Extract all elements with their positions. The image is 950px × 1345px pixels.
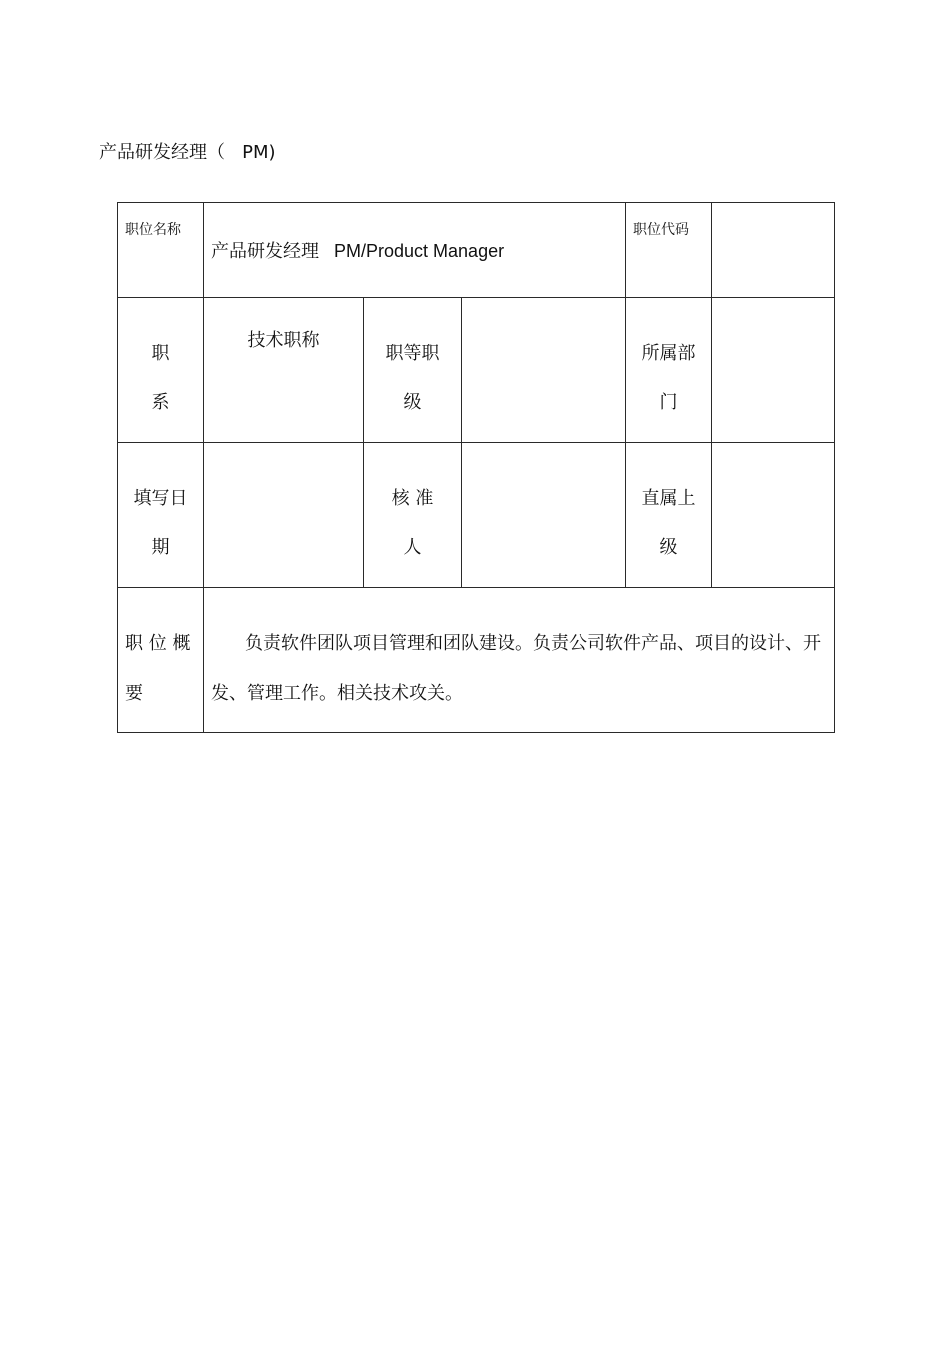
summary-label (118, 588, 203, 719)
job-grade-label (364, 298, 461, 427)
position-name-label: 职位名称 (125, 222, 181, 238)
department-label-cell (626, 298, 712, 443)
position-name-label-cell (118, 203, 204, 298)
supervisor-label-line2: 级 (659, 537, 678, 558)
job-family-label-line1: 职 (151, 343, 170, 364)
table-row-job-family (118, 298, 835, 443)
table-row-position (118, 203, 835, 298)
position-name-value: 产品研发经理 PM/Product Manager (211, 241, 505, 261)
supervisor-label-cell (626, 443, 712, 588)
fill-date-value-cell (204, 443, 364, 588)
approver-label (364, 443, 461, 572)
job-family-value: 技术职称 (247, 330, 320, 351)
job-grade-label-cell (364, 298, 462, 443)
position-name-value-cell (204, 203, 626, 298)
fill-date-label-cell (118, 443, 204, 588)
table-row-summary (118, 588, 835, 733)
department-label-line1: 所属部 (641, 343, 696, 364)
job-grade-value-cell (462, 298, 626, 443)
approver-label-line2: 人 (403, 537, 422, 558)
summary-text-cell (204, 588, 835, 733)
job-description-table (117, 202, 835, 733)
fill-date-label (118, 443, 203, 572)
job-family-label-cell (118, 298, 204, 443)
job-family-label-line2: 系 (151, 392, 170, 413)
supervisor-label (626, 443, 711, 572)
table-row-fill-date (118, 443, 835, 588)
summary-text: 负责软件团队项目管理和团队建设。负责公司软件产品、项目的设计、开发、管理工作。相关技术攻关。 (211, 633, 821, 704)
summary-label-line2: 要 (125, 683, 143, 704)
approver-value-cell (462, 443, 626, 588)
document-title: 产品研发经理（ PM) (99, 142, 276, 163)
summary-label-cell (118, 588, 204, 733)
job-family-label (118, 298, 203, 427)
approver-label-cell (364, 443, 462, 588)
fill-date-label-line1: 填写日 (133, 488, 188, 509)
fill-date-label-line2: 期 (151, 537, 170, 558)
supervisor-label-line1: 直属上 (641, 488, 696, 509)
approver-label-line1: 核 准 (391, 488, 434, 509)
department-label (626, 298, 711, 427)
department-value-cell (712, 298, 835, 443)
job-grade-label-line1: 职等职 (385, 343, 440, 364)
position-code-value-cell (712, 203, 835, 298)
position-code-label-cell (626, 203, 712, 298)
job-grade-label-line2: 级 (403, 392, 422, 413)
position-code-label: 职位代码 (633, 222, 690, 238)
department-label-line2: 门 (659, 392, 678, 413)
summary-label-line1: 职 位 概 (125, 633, 191, 654)
supervisor-value-cell (712, 443, 835, 588)
job-family-value-cell (204, 298, 364, 443)
